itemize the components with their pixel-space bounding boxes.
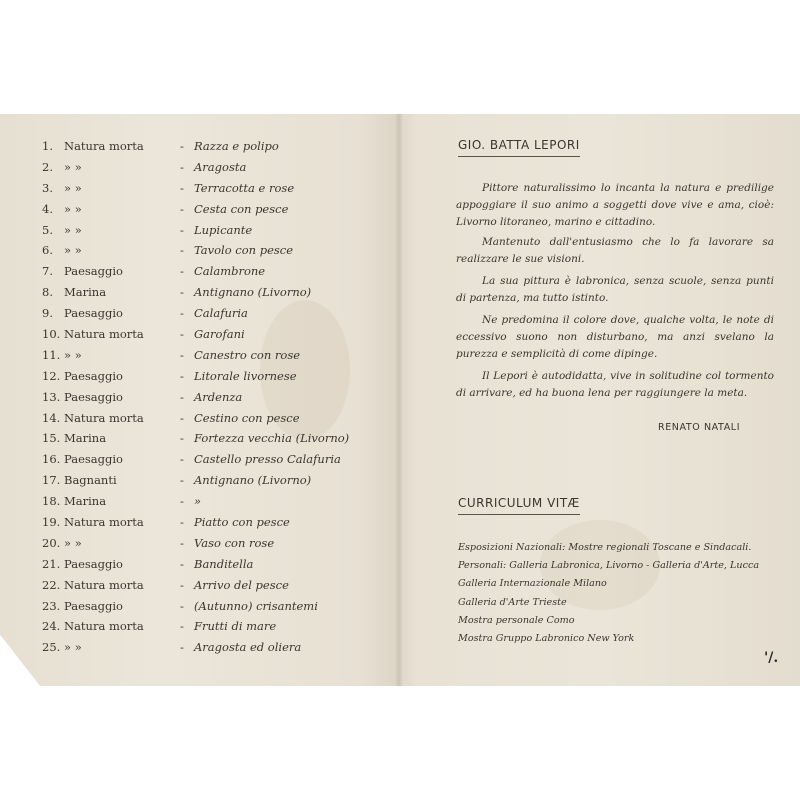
artwork-dash: - [180,535,184,550]
artwork-row [42,449,372,470]
artwork-title: Razza e polipo [194,139,279,153]
artwork-number: 22. [42,577,61,592]
artwork-row [42,554,372,575]
artwork-title: Terracotta e rose [194,180,295,195]
artwork-dash: - [180,598,184,613]
signature: RENATO NATALI [658,422,741,433]
artwork-category: Bagnanti [64,473,117,488]
artwork-number: 3. [42,180,53,195]
artwork-row [42,575,372,596]
artwork-row [42,596,372,617]
artwork-dash: - [180,368,184,383]
artwork-number: 20. [42,535,61,550]
artwork-dash: - [180,201,184,216]
artwork-category: Marina [64,494,107,509]
artwork-number: 21. [42,556,61,571]
artwork-dash: - [180,327,184,342]
artwork-number: 13. [42,389,61,404]
artwork-title: Tavolo con pesce [194,243,294,258]
artwork-dash: - [180,452,184,467]
artwork-title: Banditella [194,556,254,571]
artwork-number: 1. [42,139,53,153]
artwork-row [42,533,372,554]
artwork-title: Fortezza vecchia (Livorno) [194,431,350,446]
artwork-row [42,178,372,199]
artwork-category: Paesaggio [64,598,123,613]
artwork-number: 9. [42,306,53,321]
artwork-row [42,282,372,303]
artwork-number: 15. [42,431,61,446]
artwork-row [42,324,372,345]
artwork-row [42,261,372,282]
artwork-row [42,199,372,220]
curriculum-entry: Mostra Gruppo Labronico New York [458,633,635,645]
artwork-dash: - [180,139,184,153]
artwork-dash: - [180,577,184,592]
artwork-dash: - [180,473,184,488]
artwork-number: 6. [42,243,53,258]
artwork-dash: - [180,494,184,509]
artwork-title: Calafuria [194,306,248,321]
artwork-dash: - [180,159,184,174]
artwork-category: » » [64,347,82,362]
artwork-number: 17. [42,473,61,488]
artwork-category: » » [64,243,82,258]
artwork-title: Calambrone [194,264,266,279]
artwork-dash: - [180,180,184,195]
curriculum-entry: Personali: Galleria Labronica, Livorno - Galleria d'Arte, Lucca [458,560,760,572]
artwork-row [42,637,372,658]
artist-heading: GIO. BATTA LEPORI [458,138,580,157]
artwork-row [42,366,372,387]
artwork-title: Piatto con pesce [194,515,290,530]
artwork-number: 18. [42,494,61,509]
artwork-category: Paesaggio [64,306,123,321]
artwork-row [42,428,372,449]
artwork-number: 2. [42,159,53,174]
artwork-dash: - [180,556,184,571]
artwork-title: Frutti di mare [194,619,277,634]
artwork-dash: - [180,347,184,362]
artist-paragraph-5: Il Lepori è autodidatta, vive in solitudine col tormento di arrivare, ed ha buona lena per raggiungere la meta. [456,370,774,400]
artwork-title: Arrivo del pesce [194,577,289,592]
artwork-number: 8. [42,285,53,300]
artwork-row [42,470,372,491]
artwork-number: 16. [42,452,61,467]
artist-paragraph-4: Ne predomina il colore dove, qualche volta, le note di eccessivo suono non disturbano, ma anzi svelano la purezza e semplicità di come dipinge. [456,314,774,361]
artwork-row [42,240,372,261]
artwork-number: 4. [42,201,53,216]
artwork-dash: - [180,640,184,655]
artwork-title: Garofani [194,327,245,342]
artwork-category: Marina [64,431,107,446]
artist-paragraph-3: La sua pittura è labronica, senza scuole, senza punti di partenza, ma tutto istinto. [456,275,774,305]
artwork-category: Natura morta [64,139,144,153]
artist-paragraph-2: Mantenuto dall'entusiasmo che lo fa lavorare sa realizzare le sue visioni. [456,236,774,266]
artwork-title: Antignano (Livorno) [194,473,312,488]
artwork-category: Natura morta [64,577,144,592]
artwork-dash: - [180,243,184,258]
artwork-category: » » [64,640,82,655]
artwork-dash: - [180,264,184,279]
curriculum-entry: Galleria d'Arte Trieste [458,596,567,608]
curriculum-entry: Esposizioni Nazionali: Mostre regionali Toscane e Sindacali. [458,542,752,553]
artwork-title: Canestro con rose [194,347,301,362]
artwork-number: 14. [42,410,61,425]
artwork-dash: - [180,515,184,530]
artwork-dash: - [180,389,184,404]
curriculum-list [458,539,788,648]
artwork-title: (Autunno) crisantemi [194,598,318,613]
artwork-category: » » [64,222,82,237]
artwork-title: Vaso con rose [194,535,275,550]
artwork-category: » » [64,180,82,195]
artwork-category: Natura morta [64,410,144,425]
artwork-number: 12. [42,368,61,383]
artwork-row [42,157,372,178]
artwork-row [42,220,372,241]
artwork-category: Marina [64,285,107,300]
artwork-row [42,616,372,637]
center-fold [395,114,403,686]
artwork-row [42,491,372,512]
artwork-list [42,136,372,658]
curriculum-entry: Mostra personale Como [458,614,575,626]
curriculum-heading: CURRICULUM VITÆ [458,496,580,515]
artwork-category: Paesaggio [64,368,123,383]
artwork-row [42,303,372,324]
artwork-number: 23. [42,598,61,613]
artwork-dash: - [180,619,184,634]
artwork-title: Aragosta ed oliera [194,640,302,655]
artwork-dash: - [180,431,184,446]
artwork-title: Aragosta [194,159,247,174]
artwork-category: Natura morta [64,515,144,530]
artwork-category: » » [64,159,82,174]
artwork-row [42,387,372,408]
artwork-category: Paesaggio [64,556,123,571]
artwork-number: 5. [42,222,53,237]
corner-mark: '/. [764,650,779,666]
artwork-dash: - [180,222,184,237]
artwork-category: » » [64,535,82,550]
artist-paragraph-1: Pittore naturalissimo lo incanta la natura e predilige appoggiare il suo animo a soggetti dove vive e ama, cioè: Livorno litoraneo, marino e cittadino. [456,182,774,229]
artwork-dash: - [180,410,184,425]
artwork-title: » [194,494,202,509]
artwork-number: 11. [42,347,61,362]
artwork-title: Antignano (Livorno) [194,285,312,300]
artwork-title: Ardenza [194,389,243,404]
artwork-category: Paesaggio [64,389,123,404]
artwork-category: Paesaggio [64,452,123,467]
artwork-number: 10. [42,327,61,342]
artwork-dash: - [180,306,184,321]
artwork-title: Litorale livornese [194,368,297,383]
artwork-category: Natura morta [64,619,144,634]
artwork-category: Paesaggio [64,264,123,279]
artwork-number: 7. [42,264,53,279]
artwork-title: Castello presso Calafuria [194,452,341,467]
artwork-row [42,408,372,429]
artwork-title: Cestino con pesce [194,410,300,425]
artwork-category: » » [64,201,82,216]
artwork-row [42,345,372,366]
artwork-category: Natura morta [64,327,144,342]
curriculum-entry: Galleria Internazionale Milano [458,578,607,590]
artwork-number: 25. [42,640,61,655]
artwork-number: 24. [42,619,61,634]
artwork-number: 19. [42,515,61,530]
artwork-row [42,512,372,533]
artwork-row [42,136,372,157]
artwork-dash: - [180,285,184,300]
artwork-title: Cesta con pesce [194,201,289,216]
artwork-title: Lupicante [194,222,253,237]
